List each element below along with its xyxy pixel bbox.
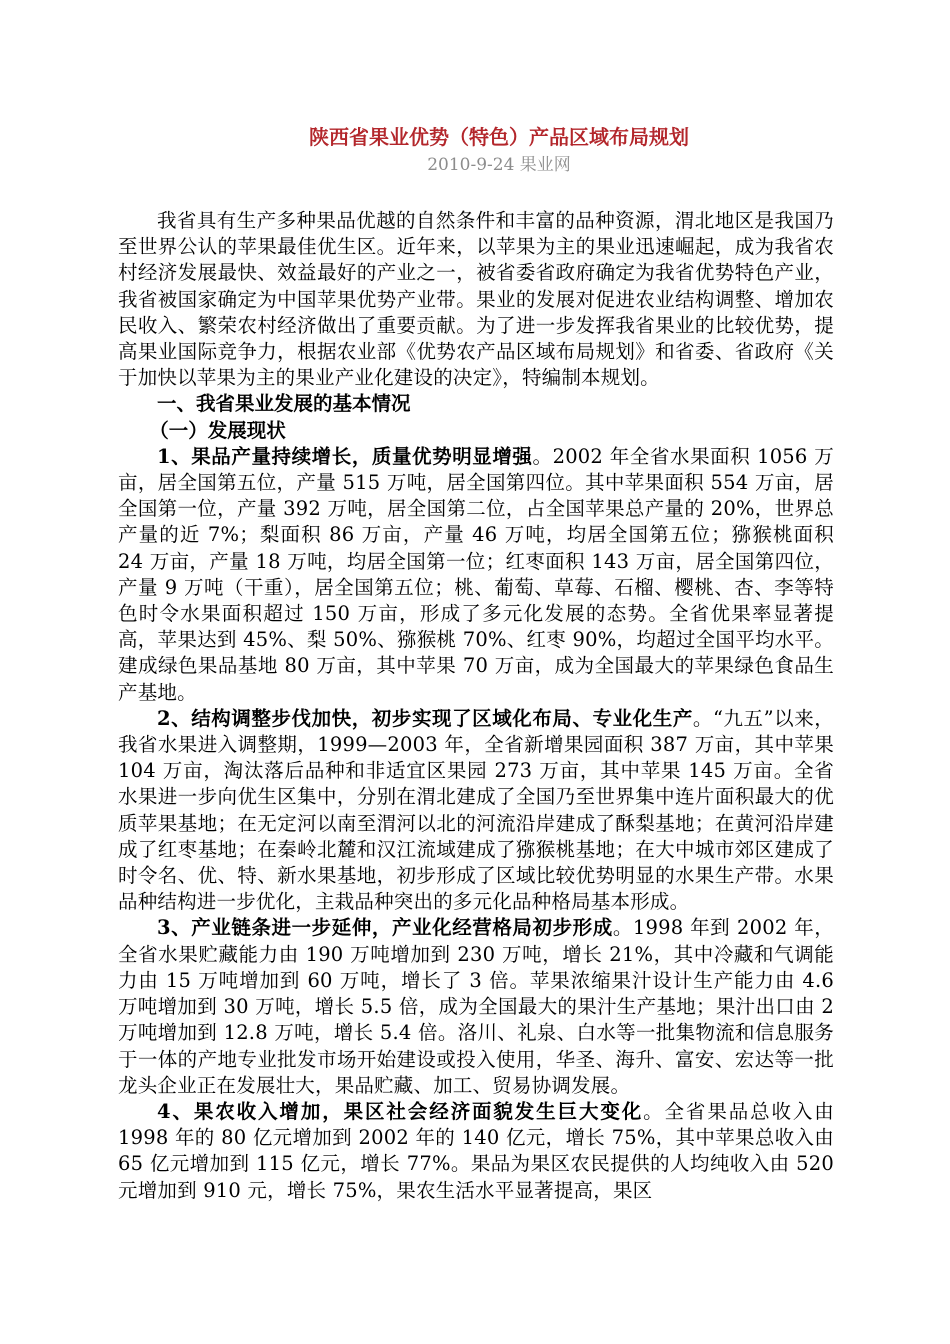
item-lead: 3、产业链条进一步延伸，产业化经营格局初步形成 — [157, 916, 613, 940]
item-lead: 4、果农收入增加，果区社会经济面貌发生巨大变化 — [157, 1099, 644, 1123]
item-body: 。1998 年到 2002 年，全省水果贮藏能力由 190 万吨增加到 230 万吨，增长 21%，其中冷藏和气调能力由 15 万吨增加到 60 万吨，增长了 3 倍。苹果浓缩果汁设计生产能力由 4.6 万吨增加到 30 万吨，增长 5.5 倍，成为全国最大的果汁生产基地；果汁出口由 2 万吨增加到 12.8 万吨，增长 5.4 倍。洛川、礼泉、白水等一批集物流和信息服务于一体的产地专业批发市场开始建设或投入使用，华圣、海升、富安、宏达等一批龙头企业正在发展壮大，果品贮藏、加工、贸易协调发展。 — [118, 916, 834, 1097]
item-body: 。2002 年全省水果面积 1056 万亩，居全国第五位，产量 515 万吨，居全国第四位。其中苹果面积 554 万亩，居全国第一位，产量 392 万吨，居全国第二位，占全国苹果总产量的 20%，世界总产量的近 7%；梨面积 86 万亩，产量 46 万吨，均居全国第五位；猕猴桃面积 24 万亩，产量 18 万吨，均居全国第一位；红枣面积 143 万亩，居全国第四位，产量 9 万吨（干重），居全国第五位；桃、葡萄、草莓、石榴、樱桃、杏、李等特色时令水果面积超过 150 万亩，形成了多元化发展的态势。全省优果率显著提高，苹果达到 45%、梨 50%、猕猴桃 70%、红枣 90%，均超过全国平均水平。建成绿色果品基地 80 万亩，其中苹果 70 万亩，成为全国最大的苹果绿色食品生产基地。 — [118, 444, 834, 704]
document-title: 陕西省果业优势（特色）产品区域布局规划 — [309, 125, 689, 149]
item-body: 。全省果品总收入由 1998 年的 80 亿元增加到 2002 年的 140 亿元，增长 75%，其中苹果总收入由 65 亿元增加到 115 亿元，增长 77%。果品为果区农民提供的人均纯收入由 520 元增加到 910 元，增长 75%，果农生活水平显著提高，果区 — [118, 1099, 834, 1202]
intro-paragraph: 我省具有生产多种果品优越的自然条件和丰富的品种资源，渭北地区是我国乃至世界公认的苹果最佳优生区。近年来，以苹果为主的果业迅速崛起，成为我省农村经济发展最快、效益最好的产业之一，被省委省政府确定为我省优势特色产业，我省被国家确定为中国苹果优势产业带。果业的发展对促进农业结构调整、增加农民收入、繁荣农村经济做出了重要贡献。为了进一步发挥我省果业的比较优势，提高果业国际竞争力，根据农业部《优势农产品区域布局规划》和省委、省政府《关于加快以苹果为主的果业产业化建设的决定》，特编制本规划。 — [118, 209, 834, 390]
document-date-source: 2010-9-24 果业网 — [427, 155, 571, 175]
section-heading: 一、我省果业发展的基本情况 — [157, 392, 411, 416]
item-paragraph-1 — [118, 444, 834, 706]
item-lead: 1、果品产量持续增长，质量优势明显增强 — [157, 444, 533, 468]
document-page — [118, 122, 834, 1204]
item-body: 。“九五”以来，我省水果进入调整期，1999—2003 年，全省新增果园面积 387 万亩，其中苹果 104 万亩，淘汰落后品种和非适宜区果园 273 万亩，其中苹果 145 万亩。全省水果进一步向优生区集中，分别在渭北建成了全国乃至世界集中连片面积最大的优质苹果基地；在无定河以南至渭河以北的河流沿岸建成了酥梨基地；在黄河沿岸建成了红枣基地；在秦岭北麓和汉江流域建成了猕猴桃基地；在大中城市郊区建成了时令名、优、特、新水果基地，初步形成了区域比较优势明显的水果生产带。水果品种结构进一步优化，主栽品种突出的多元化品种格局基本形成。 — [118, 706, 834, 914]
item-paragraph-4 — [118, 1099, 834, 1204]
subsection-heading: （一）发展现状 — [149, 418, 286, 442]
item-paragraph-3 — [118, 915, 834, 1098]
item-lead: 2、结构调整步伐加快，初步实现了区域化布局、专业化生产 — [157, 706, 693, 730]
item-paragraph-2 — [118, 706, 834, 916]
